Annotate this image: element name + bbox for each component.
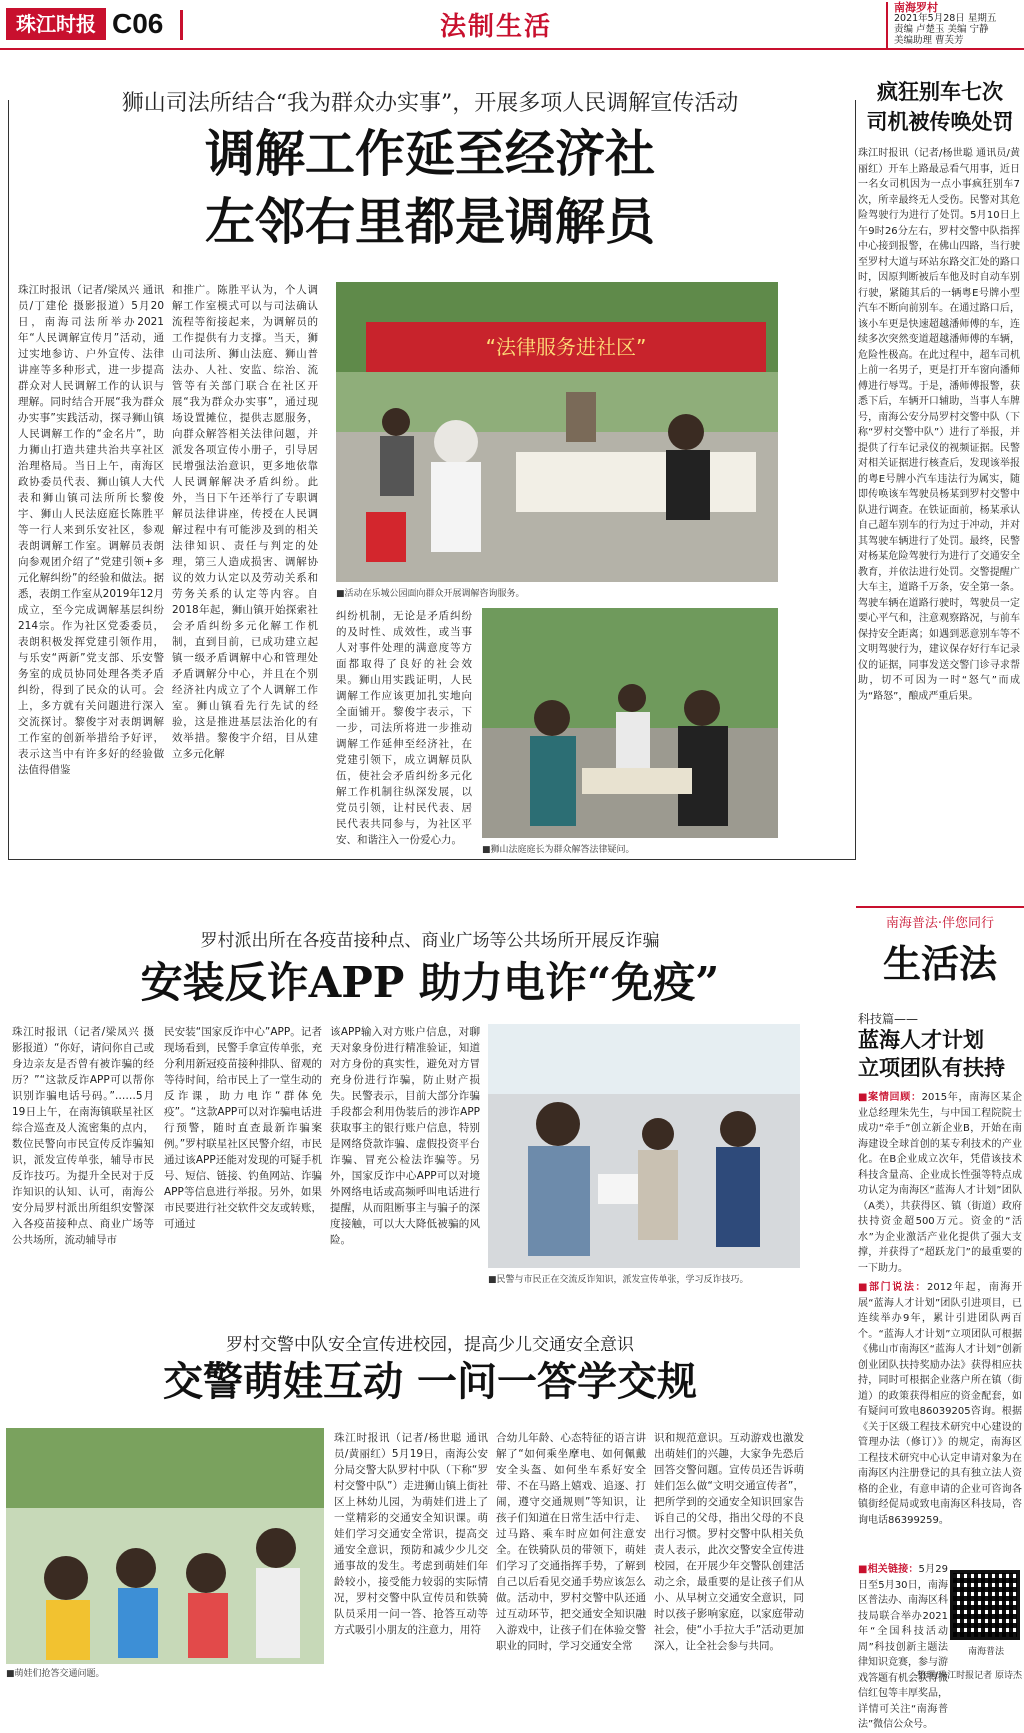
article1-col1: 珠江时报讯（记者/梁凤兴 通讯员/丁建伦 摄影报道）5月20日，南海司法所举办2021年“人民调解宣传月”活动，通过实地参访、户外宣传、法律讲座等多种形式，进一步提高群众对人民调解工作的认识与理解。同时结合开展“我为群众办实事”实践活动，探寻狮山镇人民调解工作的“金名片”，助力狮山打造共建共治共享社区治理格局。当日上午，南海区政协委员代表、狮山镇人大代表和狮山镇司法所所长黎俊宇、狮山人民法庭庭长陈胜平等一行人来到乐安社区，参观表朗调解工作室。调解员表朗向参观团介绍了“党建引领+多元化解纠纷”的经验和做法。据悉，表朗工作室从2019年12月成立，至今完成调解基层纠纷214宗。作为社区党委委员，表朗积极发挥党建引领作用，与乐安“两新”党支部、乐安警务室的成员协同处理各类矛盾纠纷，得到了民众的认可。会上，多方就有关问题进行深入交流探讨。黎俊宇对表朗调解工作室的创新举措给予好评，表示这当中有许多好的经验做法值得借鉴 bbox=[18, 284, 164, 776]
article1-kicker: 狮山司法所结合“我为群众办实事”，开展多项人民调解宣传活动 bbox=[0, 86, 860, 117]
link-label: ■相关链接： bbox=[858, 1564, 919, 1575]
banner-top-text: 南海普法·伴您同行 bbox=[885, 916, 995, 931]
article3-col2: 合幼儿年龄、心态特征的语言讲解了“如何乘坐摩电、如何佩戴安全头盔、如何坐车系好安全带、不在马路上嬉戏、追逐、打闹，遵守交通规则”等知识，让孩子们知道在日常生活中行走、过马路、乘车时应如何注意安全。在铁骑队员的带领下，萌娃们学习了交通指挥手势，了解到自己以后看见交通手势应该怎么做。活动中，罗村交警中队还通过互动环节，把交通安全知识融入游戏中，让孩子们在体验交警职业的同时，学习交通安全常 bbox=[496, 1432, 646, 1652]
life-law-banner bbox=[856, 906, 1024, 998]
newspaper-logo: 珠江时报 bbox=[6, 8, 106, 40]
sidebar-story1-headline1: 疯狂别车七次 bbox=[877, 79, 1003, 104]
article2-col2: 民安装“国家反诈中心”APP。记者现场看到，民警手拿宣传单张，充分利用新冠疫苗接种排队、留观的等待时间，给市民上了一堂生动的反诈课，助力电诈“群体免疫”。“这款APP可以对诈骗电话进行预警，随时直查最新诈骗案例。”罗村联星社区民警介绍，市民通过该APP还能对发现的可疑手机号、短信、链接、钓鱼网站、诈骗APP等信息进行举报。另外，如果市民要进行社交软件交友或转账，可通过 bbox=[164, 1026, 322, 1230]
photo-caption-2: ■狮山法庭庭长为群众解答法律疑问。 bbox=[482, 845, 635, 855]
photo-kids-traffic-image bbox=[6, 1428, 324, 1664]
page-number: C06 bbox=[112, 8, 164, 39]
photo-anti-fraud bbox=[488, 1024, 800, 1268]
credit-line: 整理/珠江时报记者 原诗杰 bbox=[917, 1671, 1022, 1681]
law-text: 2012年起，南海开展“蓝海人才计划”团队引进项目，已连续举办9年，累计引进团队两百个。“蓝海人才计划”立项团队可根据《佛山市南海区“蓝海人才计划”创新创业团队扶持奖励办法》获得相应扶持，同时可根据企业落户所在镇（街道）的政策获得相应的资金配套，如有疑问可致电86039205咨询。根据《关于区级工程技术研究中心建设的管理办法（修订）》的规定，南海区工程技术研究中心认定申请对象为在南海区内注册登记的具有独立法人资格的企业，有意申请的企业可咨询各镇街经促局或致电南海区科技局，咨询电话86399259。 bbox=[858, 1282, 1022, 1526]
sidebar-story1-headline2: 司机被传唤处罚 bbox=[866, 109, 1014, 134]
photo-caption-3: ■民警与市民正在交流反诈知识，派发宣传单张，学习反诈技巧。 bbox=[488, 1275, 749, 1285]
article3-headline: 交警萌娃互动 一问一答学交规 bbox=[163, 1358, 697, 1405]
photo-mediation-booth bbox=[336, 282, 778, 582]
editor-line: 责编 卢楚玉 美编 宁静 bbox=[894, 24, 989, 35]
issue-date: 2021年5月28日 星期五 bbox=[894, 13, 997, 24]
article1-headline-line2: 左邻右里都是调解员 bbox=[205, 192, 655, 251]
banner-text: “法律服务进社区” bbox=[485, 335, 647, 359]
sidebar-related-link bbox=[858, 1562, 948, 1730]
issue-info bbox=[886, 2, 1022, 48]
article3-col1: 珠江时报讯（记者/杨世聪 通讯员/黄丽红）5月19日，南海公安分局交警大队罗村中队（下称“罗村交警中队”）走进狮山镇上街社区上林幼儿园，为萌娃们进上了一堂精彩的交通安全知识课。萌娃们学习交通安全常识，提高交通安全意识，预防和减少少儿交通事故的发生。考虑到萌娃们年龄较小，接受能力较弱的实际情况，罗村交警中队宣传员和铁骑队员采用一问一答、抢答互动等方式吸引小朋友的注意力，用符 bbox=[334, 1432, 488, 1636]
article1-col2: 和推广。陈胜平认为，个人调解工作室模式可以与司法确认流程等衔接起来，为调解员的工作提供有力支撑。当天，狮山司法所、狮山法庭、狮山普法办、人社、安监、综治、流管等有关部门联合在社区开展“我为群众办实事”，通过现场设置摊位，提供志愿服务，向群众解答相关法律问题，并派发各项宣传小册子，引导居民增强法治意识，更多地依靠人民调解解决矛盾纠纷。此外，当日下午还举行了专职调解员法律讲座，传授在人民调解过程中有可能涉及到的相关法律知识、责任与判定的处理，第三人造成损害、调解协议的效力认定以及劳动关系和劳务关系的认定等内容。自2018年起，狮山镇开始探索社会矛盾纠纷多元化解工作机制，直到目前，已成功建立起镇一级矛盾调解中心和管理处矛盾调解分中心，并且在个别经济社内成立了个人调解工作室。狮山镇看先行先试的经验，这是推进基层法治化的有效举措。黎俊宇介绍，目从建立多元化解 bbox=[172, 284, 318, 760]
case-label: ■案情回顾： bbox=[858, 1092, 922, 1103]
masthead bbox=[0, 0, 1024, 50]
article2-kicker: 罗村派出所在各疫苗接种点、商业广场等公共场所开展反诈骗 bbox=[0, 926, 860, 951]
qr-code-icon[interactable] bbox=[950, 1570, 1020, 1640]
article3-col3: 识和规范意识。互动游戏也激发出萌娃们的兴趣，大家争先恐后回答交警问题。宣传员还告诉萌娃们怎么做“文明交通宣传者”，把所学到的交通安全知识回家告诉自己的父母，指出父母的不良出行习惯。罗村交警中队相关负责人表示，此次交警安全宣传进校园，在开展少年交警队创建活动之余，最重要的是让孩子们从小、从早树立交通安全意识，同时以孩子影响家庭，以家庭带动社会，使“小手拉大手”活动更加深入，让全社会参与共同。 bbox=[654, 1432, 804, 1652]
sidebar-story1-body: 珠江时报讯（记者/杨世聪 通讯员/黄丽红）开车上路最忌看气用事，近日一名女司机因为一点小事疯狂别车7次，所幸最终无人受伤。民警对其危险驾驶行为进行了处罚。5月10日上午9时26分左右，罗村交警中队指挥中心接到报警，在佛山四路，当行驶至罗村大道与环站东路交汇处的路口时，因原判断被后车他及时自动车别行驶，紧随其后的一辆粤E号牌小型汽车不断向前别车。在通过路口后，该小车更是快速超越潘师傅的车，连续多次突然变道超越潘师傅的车辆，危险性极高。在此过程中，超车司机上前一名男子，更是打开车窗向潘师傅进行辱骂。于是，潘师傅报警，获悉下后，车辆开口辅助，当事人车牌号，南海公安分局罗村交警中队（下称“罗村交警中队”）进行了举报，并提供了行车记录仪的视频证据。民警对相关证据进行核查后，发现该举报的粤E号牌小汽车违法行为属实，随即传唤该车驾驶员杨某到罗村交警中队进行调查。在铁证面前，杨某承认自己超车别车的行为过于冲动，并对其驾驶车辆进行了处罚。最终，民警对杨某危险驾驶行为进行了交通安全教育，并依法进行处罚。交警提醒广大车主，道路千万条，安全第一条。驾驶车辆在道路行驶时，驾驶员一定要心平气和，注意观察路况，与前车保持安全距离；如遇到恶意别车等不文明驾驶行为，建议保存好行车记录仪的证据，同事发送交警门诊寻求帮助，切不可因为一时“怒气”而成为“路怒”，酿成严重后果。 bbox=[858, 148, 1020, 702]
sidebar-story2-kicker: 科技篇—— bbox=[858, 1012, 919, 1026]
sidebar-story2-headline2: 立项团队有扶持 bbox=[858, 1055, 1005, 1080]
qr-label: 南海普法 bbox=[967, 1647, 1004, 1657]
article1-headline-line1: 调解工作延至经济社 bbox=[205, 124, 655, 183]
sidebar-story2-headline1: 蓝海人才计划 bbox=[858, 1027, 984, 1052]
link-text: 5月29日至5月30日，南海区普法办、南海区科技局联合举办2021年“全国科技活动周”科技创新主题法律知识竞赛，参与游戏答题有机会获得微信红包等丰厚奖品，详情可关注“南海普法”微信公众号。 bbox=[858, 1564, 948, 1730]
photo-kids-traffic bbox=[6, 1428, 324, 1664]
photo-anti-fraud-image bbox=[488, 1024, 800, 1268]
article2-headline: 安装反诈APP 助力电诈“免疫” bbox=[140, 958, 720, 1007]
article2-col3: 该APP输入对方账户信息，对聊天对象身份进行精准验证，知道对方身份的真实性，避免对方冒充身份进行诈骗，防止财产损失。民警表示，目前大部分诈骗手段都会利用伪装后的涉诈APP获取事主的银行账户信息，特别是网络贷款诈骗、虚假投资平台诈骗、冒充公检法诈骗等。另外，国家反诈中心APP可以对境外网络电话或高频呼叫电话进行提醒，从而阻断事主与骗子的深度接触，可以大大降低被骗的风险。 bbox=[330, 1026, 480, 1246]
photo-judge-answers bbox=[482, 608, 778, 838]
photo-caption-4: ■萌娃们抢答交通问题。 bbox=[6, 1669, 105, 1679]
article2-col1: 珠江时报讯（记者/梁凤兴 摄影报道）“你好，请问你自己或身边亲友是否曾有被诈骗的经历？”“这款反诈APP可以帮你识别诈骗电话号码。”……5月19日上午，在南海镇联星社区综合巡查及人流密集的点内，数位民警向市民宣传反诈骗知识，派发宣传单张，辅导市民反诈技巧。为提升全民对于反诈知识的认知、认可，南海公安分局罗村派出所组织安警深入各疫苗接种点、商业广场等公共场所，流动辅导市 bbox=[12, 1026, 154, 1246]
edition-brand: 南海罗村 bbox=[894, 1, 938, 14]
photo-mediation-booth-image bbox=[336, 282, 778, 582]
sidebar-department-statement bbox=[858, 1280, 1022, 1558]
divider bbox=[180, 10, 183, 40]
sidebar-case-review bbox=[858, 1090, 1022, 1276]
photo-caption-1: ■活动在乐城公园面向群众开展调解咨询服务。 bbox=[336, 589, 525, 599]
case-text: 2015年，南海区某企业总经理朱先生，与中国工程院院士成功“牵手”创立新企业B，开始在南海建设全球首创的某专利技术的产业化。在B企业成立次年，凭借该技术科技含量高、企业成长性强等特点成功认定为南海区“蓝海人才计划”团队（A类），共获得区、镇（街道）政府扶持资金超500万元。资金的“活水”为企业激活产业化提供了强大支撑，并获得了“超跃龙门”的最重要的一下助力。 bbox=[858, 1092, 1023, 1274]
photo-judge-answers-image bbox=[482, 608, 778, 838]
assistant-line: 美编助理 曹芙芳 bbox=[894, 35, 964, 46]
section-title: 法制生活 bbox=[440, 12, 553, 42]
law-label: ■部门说法： bbox=[858, 1282, 927, 1293]
banner-main-text: 生活法 bbox=[882, 941, 997, 986]
right-sidebar bbox=[856, 50, 1024, 1730]
article3-kicker: 罗村交警中队安全宣传进校园，提高少儿交通安全意识 bbox=[0, 1330, 860, 1355]
article1-col3: 纠纷机制，无论是矛盾纠纷的及时性、成效性，或当事人对事件处理的满意度等方面都取得了良好的社会效果。狮山用实践证明，人民调解工作应该更加扎实地向全面铺开。黎俊宇表示，下一步，司法所将进一步推动调解工作延伸至经济社，在党建引领下，成立调解员队伍，使社会矛盾纠纷多元化解工作机制往纵深发展，以党员引领，让村民代表、居民代表共同参与，为社区平安、和谐注入一份爱心力。 bbox=[336, 610, 472, 846]
